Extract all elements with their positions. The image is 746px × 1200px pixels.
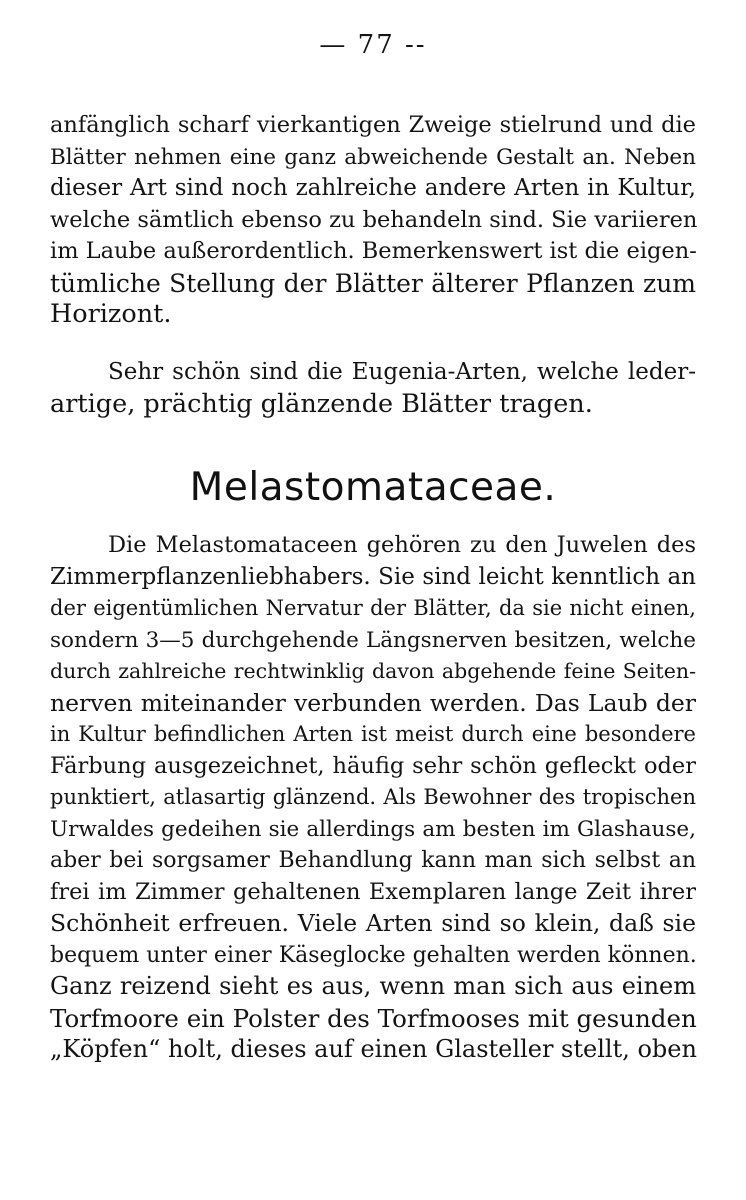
text-line: welche sämtlich ebenso zu behandeln sind. Sie variieren [50,206,698,233]
text-line: der eigentümlichen Nervatur der Blätter, da sie nicht einen, [50,596,696,620]
text-line: dieser Art sind noch zahlreiche andere Arten in Kultur, [50,175,696,201]
text-line: Urwaldes gedeihen sie allerdings am besten im Glashause, [50,816,696,842]
page-number: — 77 -- [319,30,427,60]
text-line: nerven miteinander verbunden werden. Das Laub der [50,688,696,717]
text-line: sondern 3—5 durchgehende Längsnerven besitzen, welche [50,627,696,653]
text-line: durch zahlreiche rechtwinklig davon abgehende feine Seiten- [50,659,696,683]
paragraph-melastomataceae [50,530,696,1066]
text-line: aber bei sorgsamer Behandlung kann man sich selbst an [50,848,696,873]
text-line: anfänglich scharf vierkantigen Zweige stielrund und die [50,112,696,138]
section-heading: Melastomataceae. [189,465,557,510]
text-line: Blätter nehmen eine ganz abweichende Gestalt an. Neben [50,144,696,170]
text-line: frei im Zimmer gehaltenen Exemplaren lange Zeit ihrer [50,878,696,905]
text-line: Sehr schön sind die Eugenia-Arten, welche leder- [108,359,696,385]
text-line: Die Melastomataceen gehören zu den Juwelen des [108,532,696,558]
text-line: Schönheit erfreuen. Viele Arten sind so klein, daß sie [50,909,696,937]
text-line: Zimmerpflanzenliebhabers. Sie sind leicht kenntlich an [50,563,696,590]
paragraph-continuation [50,110,696,331]
text-line: tümliche Stellung der Blätter älterer Pflanzen zum [50,268,696,298]
text-line: Färbung ausgezeichnet, häufig sehr schön gefleckt oder [50,752,696,779]
text-line: Torfmoore ein Polster des Torfmooses mit gesunden [50,1003,697,1033]
text-line: im Laube außerordentlich. Bemerkenswert ist die eigen- [50,238,697,264]
text-line: Ganz reizend sieht es aus, wenn man sich aus einem [50,972,696,1000]
paragraph-eugenia [50,357,696,420]
text-line: artige, prächtig glänzende Blätter tragen. [50,388,593,419]
text-line: in Kultur befindlichen Arten ist meist durch eine besondere [50,722,696,746]
text-line: bequem unter einer Käseglocke gehalten werden können. [50,942,697,968]
text-line: punktiert, atlasartig glänzend. Als Bewohner des tropischen [50,785,696,809]
text-line: Horizont. [50,299,172,329]
text-line: „Köpfen“ holt, dieses auf einen Glasteller stellt, oben [50,1035,697,1063]
